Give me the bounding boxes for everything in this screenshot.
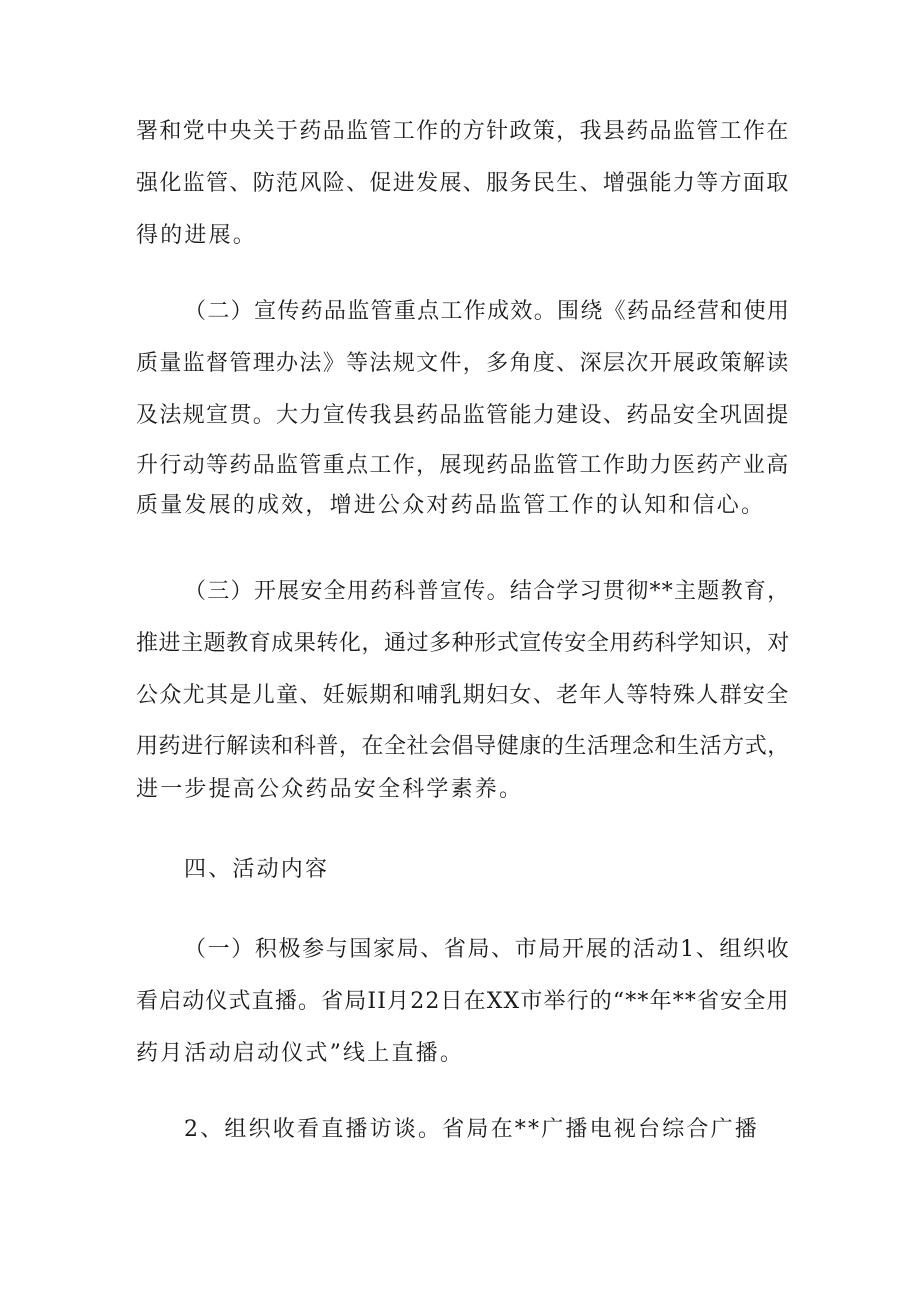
paragraph-5-line-1: 2、组织收看直播访谈。省局在**广播电视台综合广播 xyxy=(184,1117,759,1142)
section-heading-activities: 四、活动内容 xyxy=(184,857,330,882)
paragraph-3-line-3: 公众尤其是儿童、妊娠期和哺乳期妇女、老年人等特殊人群安全 xyxy=(136,683,790,708)
paragraph-2-line-5: 质量发展的成效，增进公众对药品监管工作的认知和信心。 xyxy=(136,493,766,518)
paragraph-1-line-1: 署和党中央关于药品监管工作的方针政策，我县药品监管工作在 xyxy=(136,119,790,144)
paragraph-3-line-1: （三）开展安全用药科普宣传。结合学习贯彻**主题教育， xyxy=(184,579,791,604)
paragraph-4-line-3: 药月活动启动仪式”线上直播。 xyxy=(136,1041,465,1066)
paragraph-3-line-5: 进一步提高公众药品安全科学素养。 xyxy=(136,777,524,802)
paragraph-2-line-2: 质量监督管理办法》等法规文件，多角度、深层次开展政策解读 xyxy=(136,351,790,376)
paragraph-2-line-3: 及法规宣贯。大力宣传我县药品监管能力建设、药品安全巩固提 xyxy=(136,403,790,428)
paragraph-3-line-2: 推进主题教育成果转化，通过多种形式宣传安全用药科学知识，对 xyxy=(136,631,790,656)
paragraph-3-line-4: 用药进行解读和科普，在全社会倡导健康的生活理念和生活方式， xyxy=(136,734,790,759)
paragraph-2-line-1: （二）宣传药品监管重点工作成效。围绕《药品经营和使用 xyxy=(184,299,791,324)
paragraph-4-line-2: 看启动仪式直播。省局II月22日在XX市举行的“**年**省安全用 xyxy=(136,989,790,1014)
paragraph-4-line-1: （一）积极参与国家局、省局、市局开展的活动1、组织收 xyxy=(184,937,791,962)
paragraph-1-line-3: 得的进展。 xyxy=(136,223,258,248)
paragraph-1-line-2: 强化监管、防范风险、促进发展、服务民生、增强能力等方面取 xyxy=(136,171,790,196)
paragraph-2-line-4: 升行动等药品监管重点工作，展现药品监管工作助力医药产业高 xyxy=(136,453,790,478)
